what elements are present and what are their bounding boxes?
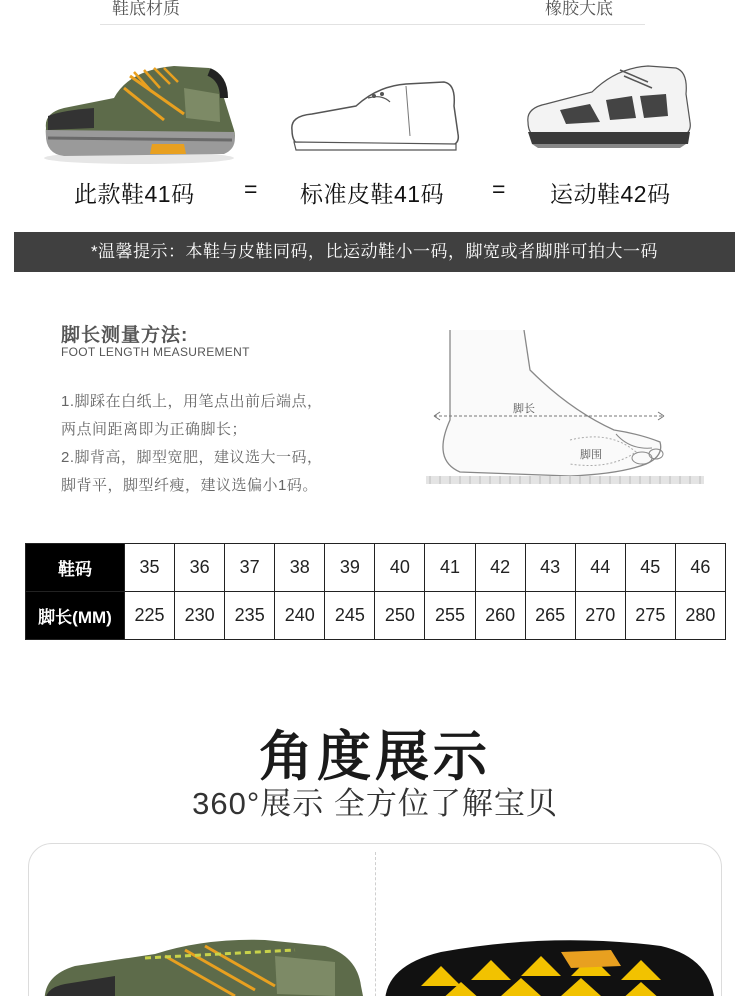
length-cell: 270 <box>575 592 625 640</box>
size-cell: 37 <box>225 544 275 592</box>
this-shoe-size: 此款鞋41码 <box>74 181 195 207</box>
table-row <box>26 544 726 592</box>
length-cell: 240 <box>275 592 325 640</box>
foot-measurement-diagram <box>420 330 710 500</box>
length-cell: 250 <box>375 592 425 640</box>
size-cell: 42 <box>475 544 525 592</box>
equals-sign: = <box>492 176 506 202</box>
size-cell: 43 <box>525 544 575 592</box>
sport-shoe-image <box>520 60 696 156</box>
length-cell: 260 <box>475 592 525 640</box>
length-cell: 230 <box>175 592 225 640</box>
table-row <box>26 592 726 640</box>
leather-shoe-size: 标准皮鞋41码 <box>300 181 445 207</box>
size-chart-table <box>25 543 726 640</box>
strip-divider <box>100 24 645 25</box>
gallery-divider <box>375 852 376 996</box>
size-cell: 45 <box>625 544 675 592</box>
size-cell: 40 <box>375 544 425 592</box>
leather-shoe-image <box>286 76 466 158</box>
angle-section-subtitle: 360°展示 全方位了解宝贝 <box>192 786 558 821</box>
angle-section-title: 角度展示 <box>259 727 491 787</box>
sole-material-label: 鞋底材质 <box>112 0 180 18</box>
length-cell: 235 <box>225 592 275 640</box>
length-cell: 225 <box>125 592 175 640</box>
length-cell: 255 <box>425 592 475 640</box>
sport-shoe-size: 运动鞋42码 <box>550 181 671 207</box>
length-cell: 245 <box>325 592 375 640</box>
length-row-header: 脚长(MM) <box>26 592 125 640</box>
length-cell: 280 <box>675 592 725 640</box>
shoe-sole-view-image <box>381 936 717 996</box>
sizing-tip-bar: *温馨提示：本鞋与皮鞋同码，比运动鞋小一码，脚宽或者脚胖可拍大一码 <box>14 232 735 272</box>
equals-sign: = <box>244 176 258 202</box>
measurement-step: 1.脚踩在白纸上，用笔点出前后端点， <box>61 393 323 410</box>
measurement-step: 2.脚背高，脚型宽肥，建议选大一码， <box>61 449 323 466</box>
size-cell: 44 <box>575 544 625 592</box>
measurement-title: 脚长测量方法: <box>61 325 189 346</box>
size-cell: 35 <box>125 544 175 592</box>
size-cell: 38 <box>275 544 325 592</box>
size-cell: 39 <box>325 544 375 592</box>
size-cell: 41 <box>425 544 475 592</box>
foot-length-label: 脚长 <box>513 402 535 415</box>
size-cell: 46 <box>675 544 725 592</box>
product-shoe-image <box>34 58 244 168</box>
shoe-side-view-image <box>35 936 365 996</box>
length-cell: 275 <box>625 592 675 640</box>
measurement-step: 脚背平，脚型纤瘦，建议选偏小1码。 <box>61 477 318 494</box>
size-row-header: 鞋码 <box>26 544 125 592</box>
length-cell: 265 <box>525 592 575 640</box>
size-cell: 36 <box>175 544 225 592</box>
measurement-step: 两点间距离即为正确脚长； <box>61 421 248 438</box>
sole-material-value: 橡胶大底 <box>545 0 613 18</box>
measurement-subtitle: FOOT LENGTH MEASUREMENT <box>61 345 250 359</box>
material-strip <box>0 0 750 26</box>
angle-gallery <box>28 843 722 996</box>
foot-girth-label: 脚围 <box>580 448 602 461</box>
